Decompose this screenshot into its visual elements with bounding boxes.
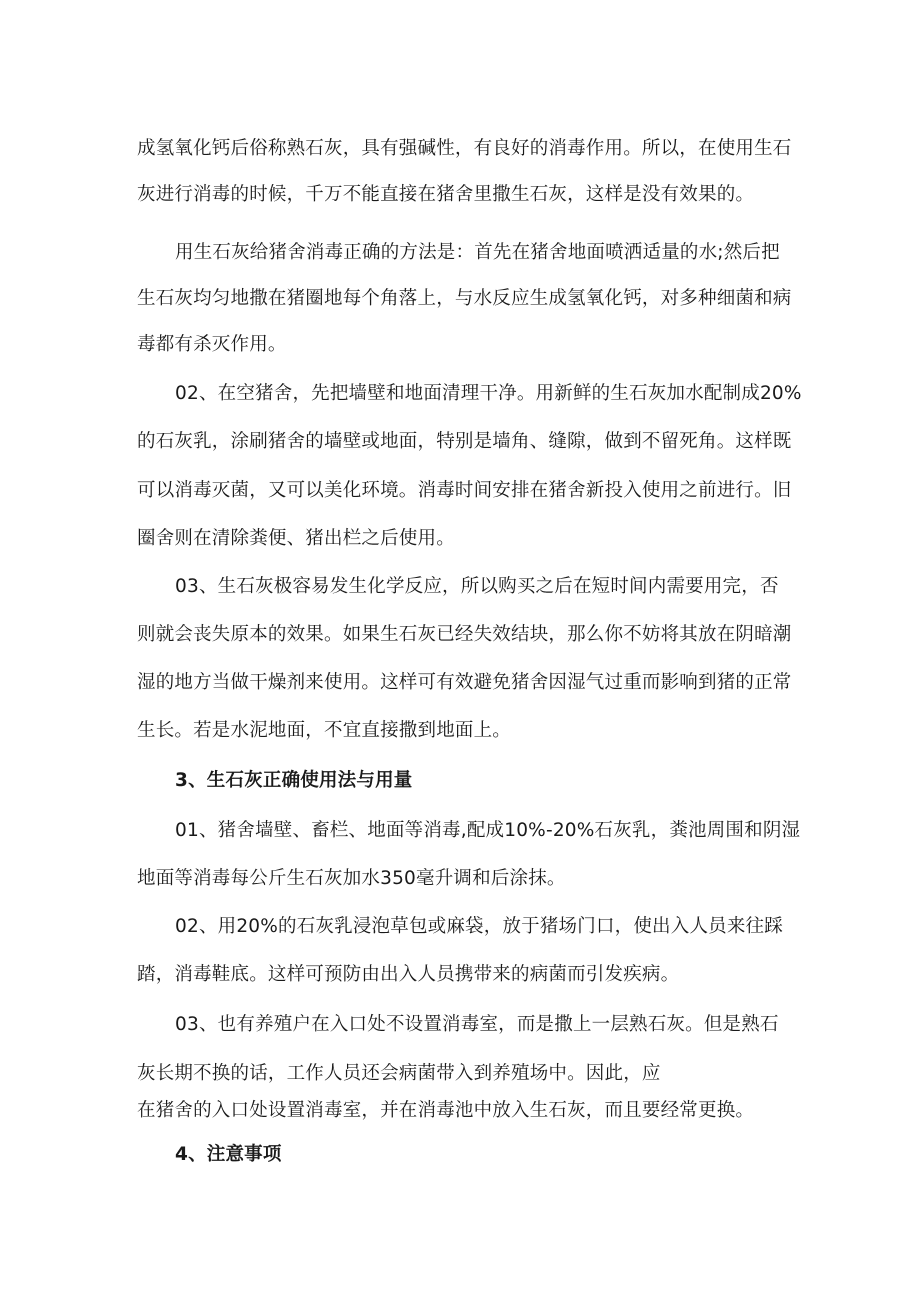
text-line: 02、在空猪舍，先把墙壁和地面清理干净。用新鲜的生石灰加水配制成20% [175, 383, 802, 404]
text-line: 生石灰均匀地撒在猪圈地每个角落上，与水反应生成氢氧化钙，对多种细菌和病 [137, 288, 792, 309]
section-heading: 4、注意事项 [175, 1144, 282, 1165]
text-line: 圈舍则在清除粪便、猪出栏之后使用。 [137, 528, 455, 549]
text-line: 01、猪舍墙壁、畜栏、地面等消毒,配成10%-20%石灰乳，粪池周围和阴湿 [175, 820, 801, 841]
text-line: 生长。若是水泥地面，不宜直接撒到地面上。 [137, 720, 512, 741]
text-line: 在猪舍的入口处设置消毒室，并在消毒池中放入生石灰，而且要经常更换。 [137, 1100, 755, 1121]
text-line: 湿的地方当做干燥剂来使用。这样可有效避免猪舍因湿气过重而影响到猪的正常 [137, 672, 792, 693]
text-line: 踏，消毒鞋底。这样可预防由出入人员携带来的病菌而引发疾病。 [137, 964, 680, 985]
text-line: 03、生石灰极容易发生化学反应，所以购买之后在短时间内需要用完，否 [175, 576, 779, 597]
text-line: 则就会丧失原本的效果。如果生石灰已经失效结块，那么你不妨将其放在阴暗潮 [137, 624, 792, 645]
text-line: 成氢氧化钙后俗称熟石灰，具有强碱性，有良好的消毒作用。所以，在使用生石 [137, 138, 792, 159]
text-line: 地面等消毒每公斤生石灰加水350毫升调和后涂抹。 [137, 868, 566, 889]
text-line: 灰进行消毒的时候，千万不能直接在猪舍里撒生石灰，这样是没有效果的。 [137, 184, 755, 205]
text-line: 02、用20%的石灰乳浸泡草包或麻袋，放于猪场门口，使出入人员来往踩 [175, 916, 783, 937]
text-line: 灰长期不换的话，工作人员还会病菌带入到养殖场中。因此，应 [137, 1063, 661, 1084]
text-line: 可以消毒灭菌，又可以美化环境。消毒时间安排在猪舍新投入使用之前进行。旧 [137, 480, 792, 501]
text-line: 用生石灰给猪舍消毒正确的方法是：首先在猪舍地面喷洒适量的水;然后把 [175, 242, 780, 263]
text-line: 毒都有杀灭作用。 [137, 334, 287, 355]
text-line: 的石灰乳，涂刷猪舍的墙壁或地面，特别是墙角、缝隙，做到不留死角。这样既 [137, 431, 792, 452]
section-heading: 3、生石灰正确使用法与用量 [175, 770, 413, 791]
text-line: 03、也有养殖户在入口处不设置消毒室，而是撒上一层熟石灰。但是熟石 [175, 1014, 779, 1035]
